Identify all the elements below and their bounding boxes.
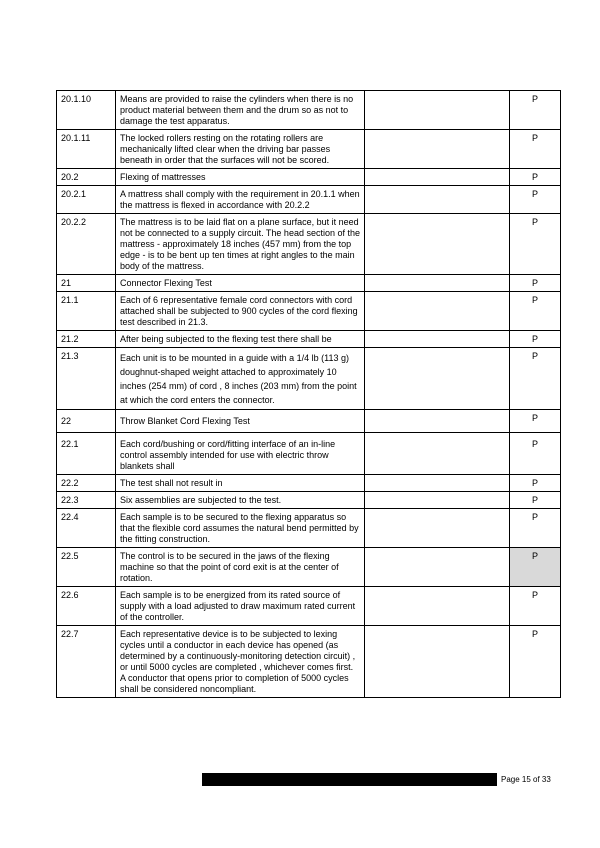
result-cell (365, 331, 510, 348)
clause-cell: 20.1.11 (57, 130, 116, 169)
table-row (57, 91, 561, 130)
requirement-cell: The locked rollers resting on the rotating rollers are mechanically lifted clear when the driving bar passes beneath in order that the surfaces will not be scored. (116, 130, 365, 169)
clause-cell: 22.3 (57, 492, 116, 509)
requirement-cell: Connector Flexing Test (116, 275, 365, 292)
clause-cell: 20.2.2 (57, 214, 116, 275)
result-cell (365, 169, 510, 186)
clause-cell: 21 (57, 275, 116, 292)
result-cell (365, 548, 510, 587)
result-cell (365, 626, 510, 698)
clause-cell: 22.2 (57, 475, 116, 492)
table-row (57, 130, 561, 169)
result-cell (365, 91, 510, 130)
verdict-cell: P (510, 186, 561, 214)
clause-cell: 21.2 (57, 331, 116, 348)
verdict-cell: P (510, 433, 561, 475)
requirement-cell: Each cord/bushing or cord/fitting interface of an in-line control assembly intended for use with electric throw blankets shall (116, 433, 365, 475)
verdict-cell: P (510, 509, 561, 548)
table-row (57, 214, 561, 275)
clause-cell: 20.2.1 (57, 186, 116, 214)
table-row (57, 548, 561, 587)
result-cell (365, 410, 510, 433)
requirement-cell: Each sample is to be secured to the flexing apparatus so that the flexible cord assumes the natural bend permitted by the fitting construction. (116, 509, 365, 548)
table-row (57, 509, 561, 548)
verdict-cell: P (510, 91, 561, 130)
clause-cell: 21.1 (57, 292, 116, 331)
clause-cell: 22.5 (57, 548, 116, 587)
verdict-cell: P (510, 130, 561, 169)
result-cell (365, 433, 510, 475)
verdict-cell: P (510, 475, 561, 492)
result-cell (365, 348, 510, 410)
table-row (57, 186, 561, 214)
result-cell (365, 275, 510, 292)
requirement-cell: Flexing of mattresses (116, 169, 365, 186)
verdict-cell: P (510, 348, 561, 410)
test-report-table (56, 90, 561, 698)
table-row (57, 331, 561, 348)
clause-cell: 22.6 (57, 587, 116, 626)
requirement-cell: Means are provided to raise the cylinders when there is no product material between them and the drum so as not to damage the test apparatus. (116, 91, 365, 130)
result-cell (365, 292, 510, 331)
result-cell (365, 214, 510, 275)
requirement-cell: The mattress is to be laid flat on a plane surface, but it need not be connected to a supply circuit. The head section of the mattress - approximately 18 inches (457 mm) from the top edge - is to be bent up ten times at right angles to the main body of the mattress. (116, 214, 365, 275)
verdict-cell: P (510, 410, 561, 433)
verdict-cell: P (510, 587, 561, 626)
verdict-cell: P (510, 275, 561, 292)
clause-cell: 22.7 (57, 626, 116, 698)
table-row (57, 475, 561, 492)
clause-cell: 20.2 (57, 169, 116, 186)
requirement-cell: Each representative device is to be subjected to lexing cycles until a conductor in each device has opened (as determined by a continuously-monitoring detection circuit) , or until 5000 cycles are completed , whichever comes first. A conductor that opens prior to completion of 5000 cycles shall be considered noncompliant. (116, 626, 365, 698)
redaction-bar (202, 773, 497, 786)
requirement-cell: Throw Blanket Cord Flexing Test (116, 410, 365, 433)
clause-cell: 20.1.10 (57, 91, 116, 130)
table-row (57, 433, 561, 475)
verdict-cell: P (510, 626, 561, 698)
requirement-cell: Each sample is to be energized from its rated source of supply with a load adjusted to draw maximum rated current of the controller. (116, 587, 365, 626)
table-row (57, 626, 561, 698)
result-cell (365, 475, 510, 492)
table-row (57, 292, 561, 331)
verdict-cell: P (510, 331, 561, 348)
clause-cell: 22.1 (57, 433, 116, 475)
verdict-cell: P (510, 492, 561, 509)
requirement-cell: The control is to be secured in the jaws of the flexing machine so that the point of cord exit is at the center of rotation. (116, 548, 365, 587)
result-cell (365, 130, 510, 169)
requirement-cell: Six assemblies are subjected to the test. (116, 492, 365, 509)
table-row (57, 587, 561, 626)
requirement-cell: After being subjected to the flexing test there shall be (116, 331, 365, 348)
clause-cell: 21.3 (57, 348, 116, 410)
requirement-cell: Each of 6 representative female cord connectors with cord attached shall be subjected to 900 cycles of the cord flexing test described in 21.3. (116, 292, 365, 331)
verdict-cell: P (510, 169, 561, 186)
result-cell (365, 492, 510, 509)
verdict-cell: P (510, 214, 561, 275)
requirement-cell: A mattress shall comply with the requirement in 20.1.1 when the mattress is flexed in accordance with 20.2.2 (116, 186, 365, 214)
clause-cell: 22 (57, 410, 116, 433)
table-row (57, 169, 561, 186)
clause-cell: 22.4 (57, 509, 116, 548)
verdict-cell: P (510, 548, 561, 587)
table-row (57, 410, 561, 433)
table-row (57, 275, 561, 292)
result-cell (365, 509, 510, 548)
verdict-cell: P (510, 292, 561, 331)
table-row (57, 348, 561, 410)
requirement-cell: Each unit is to be mounted in a guide with a 1/4 lb (113 g) doughnut-shaped weight attached to approximately 10 inches (254 mm) of cord , 8 inches (203 mm) from the point at which the cord enters the connector. (116, 348, 365, 410)
result-cell (365, 587, 510, 626)
requirement-cell: The test shall not result in (116, 475, 365, 492)
page-number: Page 15 of 33 (501, 775, 551, 784)
result-cell (365, 186, 510, 214)
table-row (57, 492, 561, 509)
